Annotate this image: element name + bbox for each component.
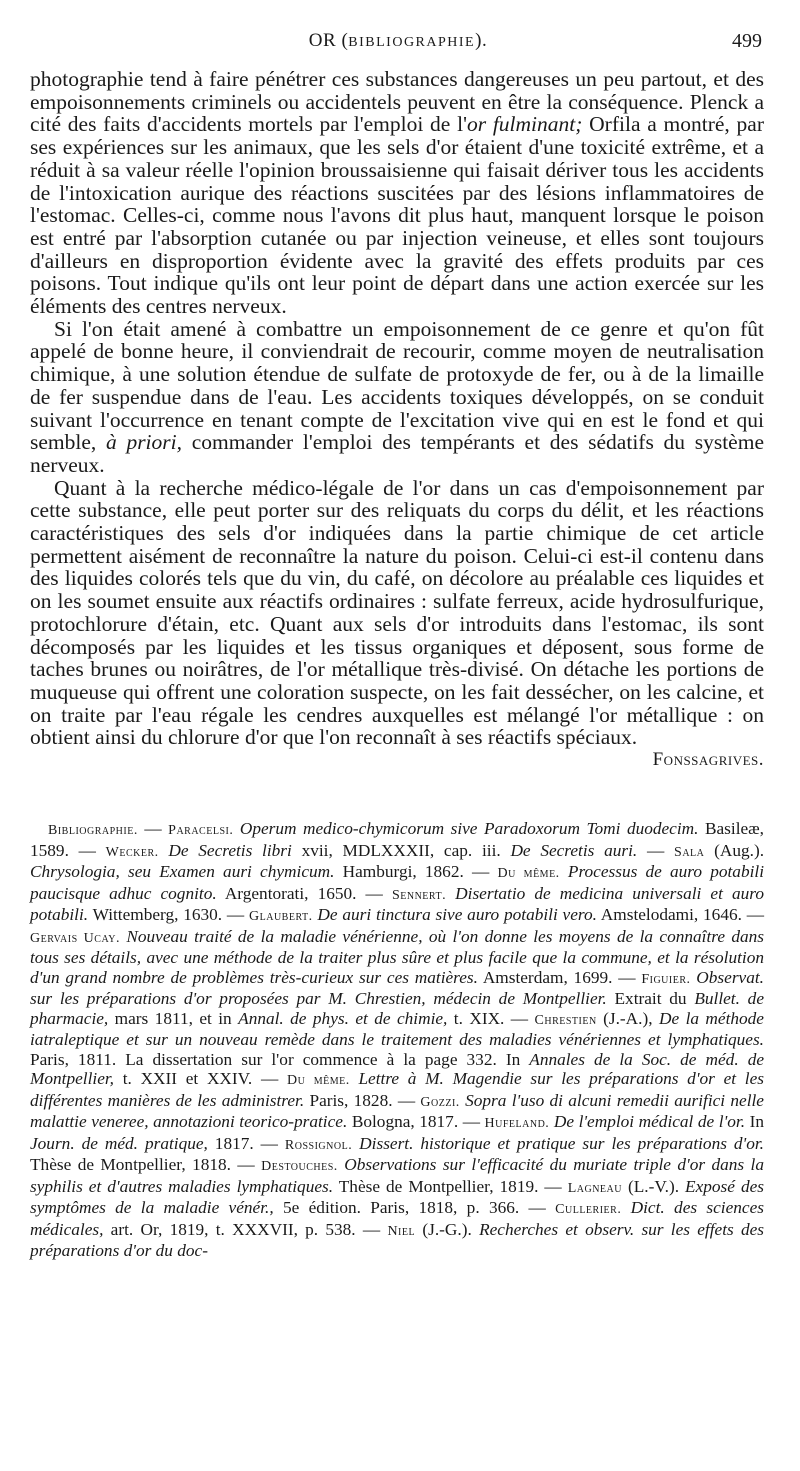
bibliography-title: Processus de auro potabili paucisque adhuc cognito. (30, 862, 764, 903)
bibliography-text-run: Basileæ, 1589. — (30, 819, 765, 860)
bibliography-label: Bibliographie. (48, 823, 138, 838)
bibliography-title: Bullet. de pharmacie, (30, 989, 764, 1028)
bibliography-title: Sopra l'uso di alcuni remedii aurifici nelle malattie veneree, annotazioni teorico-pratice. (30, 1090, 764, 1131)
bibliography-text (30, 819, 764, 1261)
bibliography-author: Destouches. (261, 1159, 338, 1174)
running-title (34, 30, 762, 52)
bibliography-text-run: Hamburgi, 1862. — (334, 862, 498, 881)
author-signature: Fonssagrives. (652, 749, 764, 771)
bibliography-text-run: Paris, 1811. La dissertation sur l'or commence à la page 332. In (30, 1049, 530, 1069)
paragraph-1-text-rest: Orfila a montré, par ses expériences sur les animaux, que les sels d'or étaient d'une toxicité extrême, et a réduit à sa valeur réelle l'opinion broussaisienne qui faisait dériver tous les accidents de l'intoxication aurique des réactions suscitées par des lésions inflammatoires de l'estomac. Celles-ci, comme nous l'avons dit plus haut, manquent lorsque le poison est entré par l'absorption cutanée ou par injection veineuse, et elles sont toujours d'ailleurs en disproportion évidente avec la gravité des effets produits par ces poisons. Tout indique qu'ils ont leur point de départ dans une action exercée sur les éléments des centres nerveux. (30, 112, 765, 319)
bibliography-author: Sennert. (391, 887, 447, 903)
bibliography-title: De la méthode iatraleptique et sur un nouveau remède dans le traitement des maladies vénériennes et lymphatiques. (30, 1008, 764, 1049)
bibliography-text-run: mars 1811, et in (108, 1008, 239, 1028)
running-title-section: BIBLIOGRAPHIE (348, 35, 476, 50)
bibliography-title: Lettre à M. Magendie sur les préparations d'or et les différentes manières de les administrer. (30, 1069, 764, 1110)
bibliography-text-run: (L.-V.). (622, 1176, 686, 1196)
bibliography-text-run: Thèse de Montpellier, 1819. — (333, 1176, 568, 1196)
bibliography-author: Chrestien (534, 1012, 597, 1028)
page-number: 499 (732, 30, 762, 52)
paragraph-2-text: Si l'on était amené à combattre un empoisonnement de ce genre et qu'on fût appelé de bonne heure, il conviendrait de recourir, comme moyen de neutralisation chimique, à une solution étendue de sulfate de protoxyde de fer, ou à de la limaille de fer suspendue dans de l'eau. Les accidents toxiques développés, on se conduit suivant l'occurrence en tenant compte de l'excitation vive qui en est le fond et qui semble, (30, 316, 764, 455)
signature-line (30, 749, 764, 771)
bibliography-author: Figuier. (641, 971, 691, 987)
paragraph-2-emphasis: à priori, (105, 430, 182, 455)
page-header (34, 30, 762, 60)
bibliography-title: Nouveau traité de la maladie vénérienne, où l'on donne les moyens de la connaître dans tous ses détails, avec une méthode de la traiter plus sûre et plus facile que la commune, et la résolution d'un grand nombre de problèmes très-curieux sur ces matières. (30, 926, 764, 987)
bibliography-author: Cullerier. (555, 1202, 622, 1217)
article-body (30, 68, 764, 771)
paragraph-3-text: Quant à la recherche médico-légale de l'or dans un cas d'empoisonnement par cette substance, elle peut porter sur des reliquats du corps du délit, et les réactions caractéristiques des sels d'or indiquées dans la partie chimique de cet article permettent aisément de reconnaître la nature du poison. Celui-ci est-il contenu dans des liquides colorés tels que du vin, du café, on décolore au préalable ces liquides et on les soumet ensuite aux réactifs ordinaires : sulfate ferreux, acide hydrosulfurique, protochlorure d'étain, etc. Quant aux sels d'or introduits dans l'estomac, ils sont décomposés par les liquides et les tissus organiques et déposent, sous forme de taches brunes ou noirâtres, de l'or métallique très-divisé. On détache les portions de muqueuse qui offrent une coloration suspecte, on les fait dessécher, on les calcine, et on traite par l'eau régale les cendres auxquelles est mélangé l'or métallique : on obtient ainsi du chlorure d'or que l'on reconnaît à ses réactifs spéciaux. (30, 475, 764, 750)
bibliography-author: Gozzi. (420, 1094, 460, 1110)
bibliography-author: Hufeland. (484, 1116, 550, 1131)
bibliography-title: Annales de la Soc. de méd. de Montpellier, (30, 1049, 764, 1088)
bibliography-author: Glaubert. (249, 909, 313, 924)
bibliography-text-run: Argentorati, 1650. — (216, 883, 392, 903)
bibliography-text-run: art. Or, 1819, t. XXXVII, p. 538. — (103, 1219, 388, 1239)
paragraph-1-emphasis: or fulminant; (466, 112, 583, 137)
bibliography-author: Paracelsi. (168, 823, 234, 838)
bibliography-text-run: Amsterdam, 1699. — (477, 967, 642, 987)
bibliography-title: Recherches et observ. sur les effets des préparations d'or du doc- (30, 1219, 765, 1260)
bibliography-author: Rossignol. (284, 1137, 353, 1153)
bibliography-text-run: (J.-A.), (596, 1008, 659, 1028)
bibliography-author: Gervais Ucay. (30, 930, 120, 946)
bibliography-text-run: 5e édition. Paris, 1818, p. 366. — (273, 1198, 556, 1217)
bibliography-text-run: t. XIX. — (447, 1008, 535, 1028)
bibliography-author: Du même. (286, 1073, 350, 1088)
bibliography-text-run: Thèse de Montpellier, 1818. — (30, 1155, 262, 1174)
bibliography-text-run: Extrait du (606, 989, 695, 1008)
bibliography-title: Observat. sur les préparations d'or proposées par M. Chrestien, médecin de Montpellier. (30, 967, 764, 1008)
bibliography-title: De l'emploi médical de l'or. (549, 1112, 746, 1131)
bibliography-author: Sala (674, 844, 705, 860)
bibliography-title: Chrysologia, seu Examen auri chymicum. (30, 862, 335, 881)
bibliography-title: De auri tinctura sive auro potabili vero. (312, 905, 597, 924)
bibliography-title: Annal. de phys. et de chimie, (238, 1008, 448, 1028)
bibliography-text-run: In (745, 1112, 764, 1131)
bibliography-text-run: Wittemberg, 1630. — (88, 905, 249, 924)
bibliography-text-run: — (137, 819, 169, 838)
bibliography-text-run: Paris, 1828. — (304, 1090, 421, 1110)
bibliography-title: Operum medico-chymicorum sive Paradoxorum Tomi duodecim. (233, 819, 699, 838)
paragraph-2 (30, 318, 764, 477)
bibliography-author: Du même. (497, 866, 560, 881)
bibliography-author: Niel (387, 1223, 416, 1239)
bibliography-title: Dissert. historique et pratique sur les préparations d'or. (352, 1133, 765, 1153)
bibliography-title: Dict. des sciences médicales, (30, 1198, 764, 1239)
bibliography-title: Disertatio de medicina universali et auro potabili. (30, 883, 765, 924)
paragraph-1 (30, 68, 764, 318)
running-title-end: ). (475, 30, 488, 51)
bibliography-text-run: xvii, MDLXXXII, cap. iii. (291, 840, 511, 860)
bibliography-title: Journ. de méd. pratique, (30, 1133, 208, 1153)
paragraph-1-text: photographie tend à faire pénétrer ces substances dangereuses un peu partout, et des empoisonnements criminels ou accidentels peuvent en être la conséquence. Plenck a cité des faits d'accidents mortels par l'emploi de l' (30, 67, 764, 137)
bibliography-text-run: Amstelodami, 1646. — (596, 905, 765, 924)
bibliography-text-run: (J.-G.). (415, 1219, 480, 1239)
bibliography-text-run: — (637, 840, 675, 860)
bibliography-author: Wecker. (105, 844, 159, 860)
bibliography-author: Lagneau (567, 1180, 622, 1196)
bibliography-text-run: 1817. — (207, 1133, 285, 1153)
bibliography-text-run: Bologna, 1817. — (347, 1112, 485, 1131)
bibliography-title: Exposé des symptômes de la maladie vénér., (30, 1176, 764, 1217)
bibliography-title: De Secretis auri. (510, 840, 638, 860)
bibliography-title: Observations sur l'efficacité du muriate triple d'or dans la syphilis et d'autres maladies lymphatiques. (30, 1155, 764, 1196)
bibliography (30, 819, 764, 1261)
paragraph-2-text-rest: commander l'emploi des tempérants et des sédatifs du système nerveux. (30, 430, 764, 477)
bibliography-title: De Secretis libri (158, 840, 292, 860)
running-title-main: OR ( (308, 30, 349, 51)
bibliography-text-run: (Aug.). (704, 840, 765, 860)
paragraph-3 (30, 477, 764, 749)
bibliography-text-run: t. XXII et XXIV. — (114, 1069, 287, 1088)
